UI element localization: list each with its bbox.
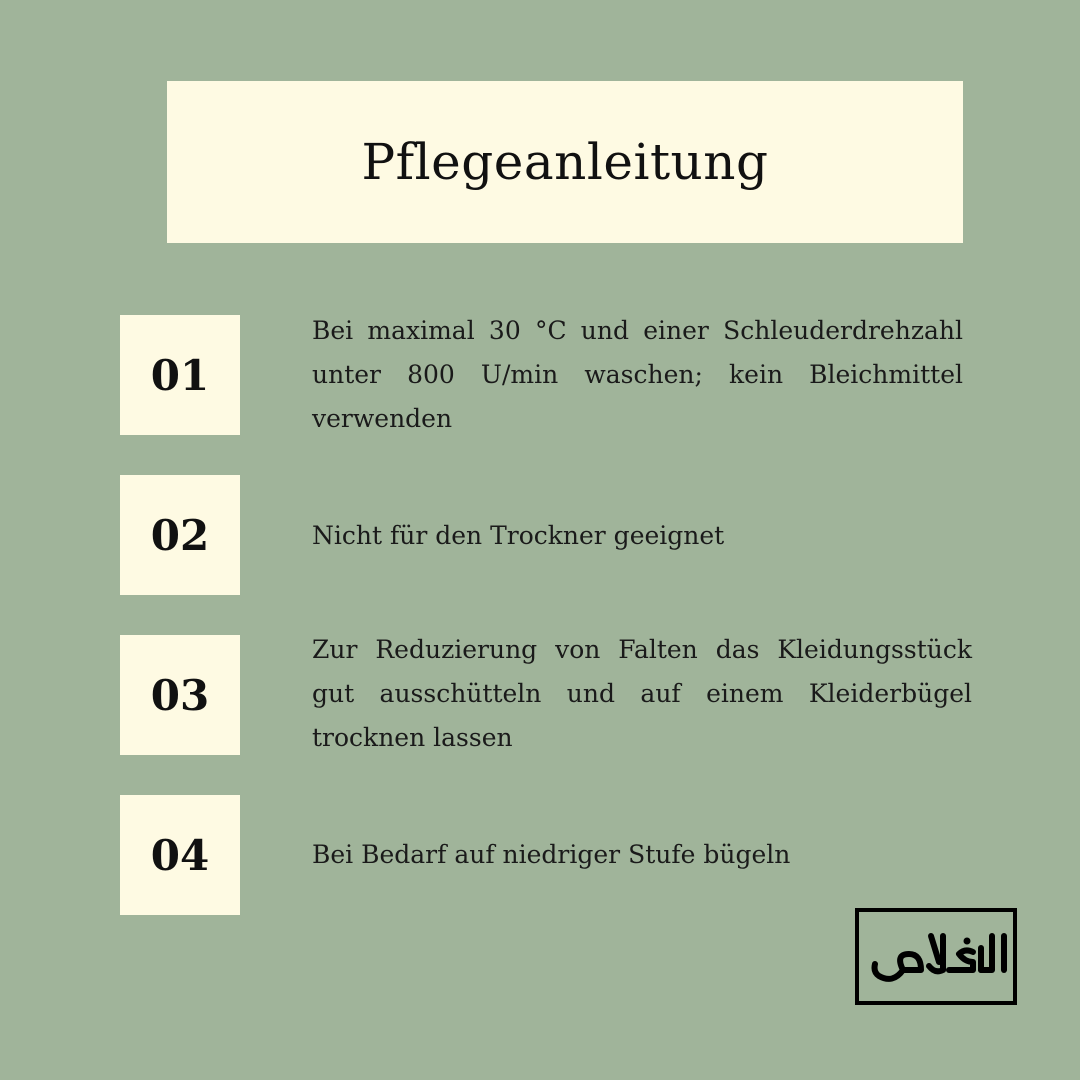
step-number: 02 xyxy=(150,510,210,560)
step-description: Bei maximal 30 °C und einer Schleuderdrehzahl unter 800 U/min waschen; kein Bleichmittel verwenden xyxy=(312,316,963,433)
brand-logo-arabic-script-icon xyxy=(861,922,1011,992)
title-banner xyxy=(167,81,963,243)
step-number-box xyxy=(120,475,240,595)
step-number-box xyxy=(120,315,240,435)
step-number-box xyxy=(120,795,240,915)
step-number: 03 xyxy=(150,670,210,720)
page-title: Pflegeanleitung xyxy=(361,133,769,191)
step-description: Bei Bedarf auf niedriger Stufe bügeln xyxy=(312,840,791,869)
step-number: 01 xyxy=(150,350,210,400)
step-description: Nicht für den Trockner geeignet xyxy=(312,521,725,550)
brand-logo xyxy=(855,908,1017,1005)
step-number-box xyxy=(120,635,240,755)
step-number: 04 xyxy=(150,830,210,880)
step-description: Zur Reduzierung von Falten das Kleidungsstück gut ausschütteln und auf einem Kleiderbügel trocknen lassen xyxy=(312,635,972,752)
